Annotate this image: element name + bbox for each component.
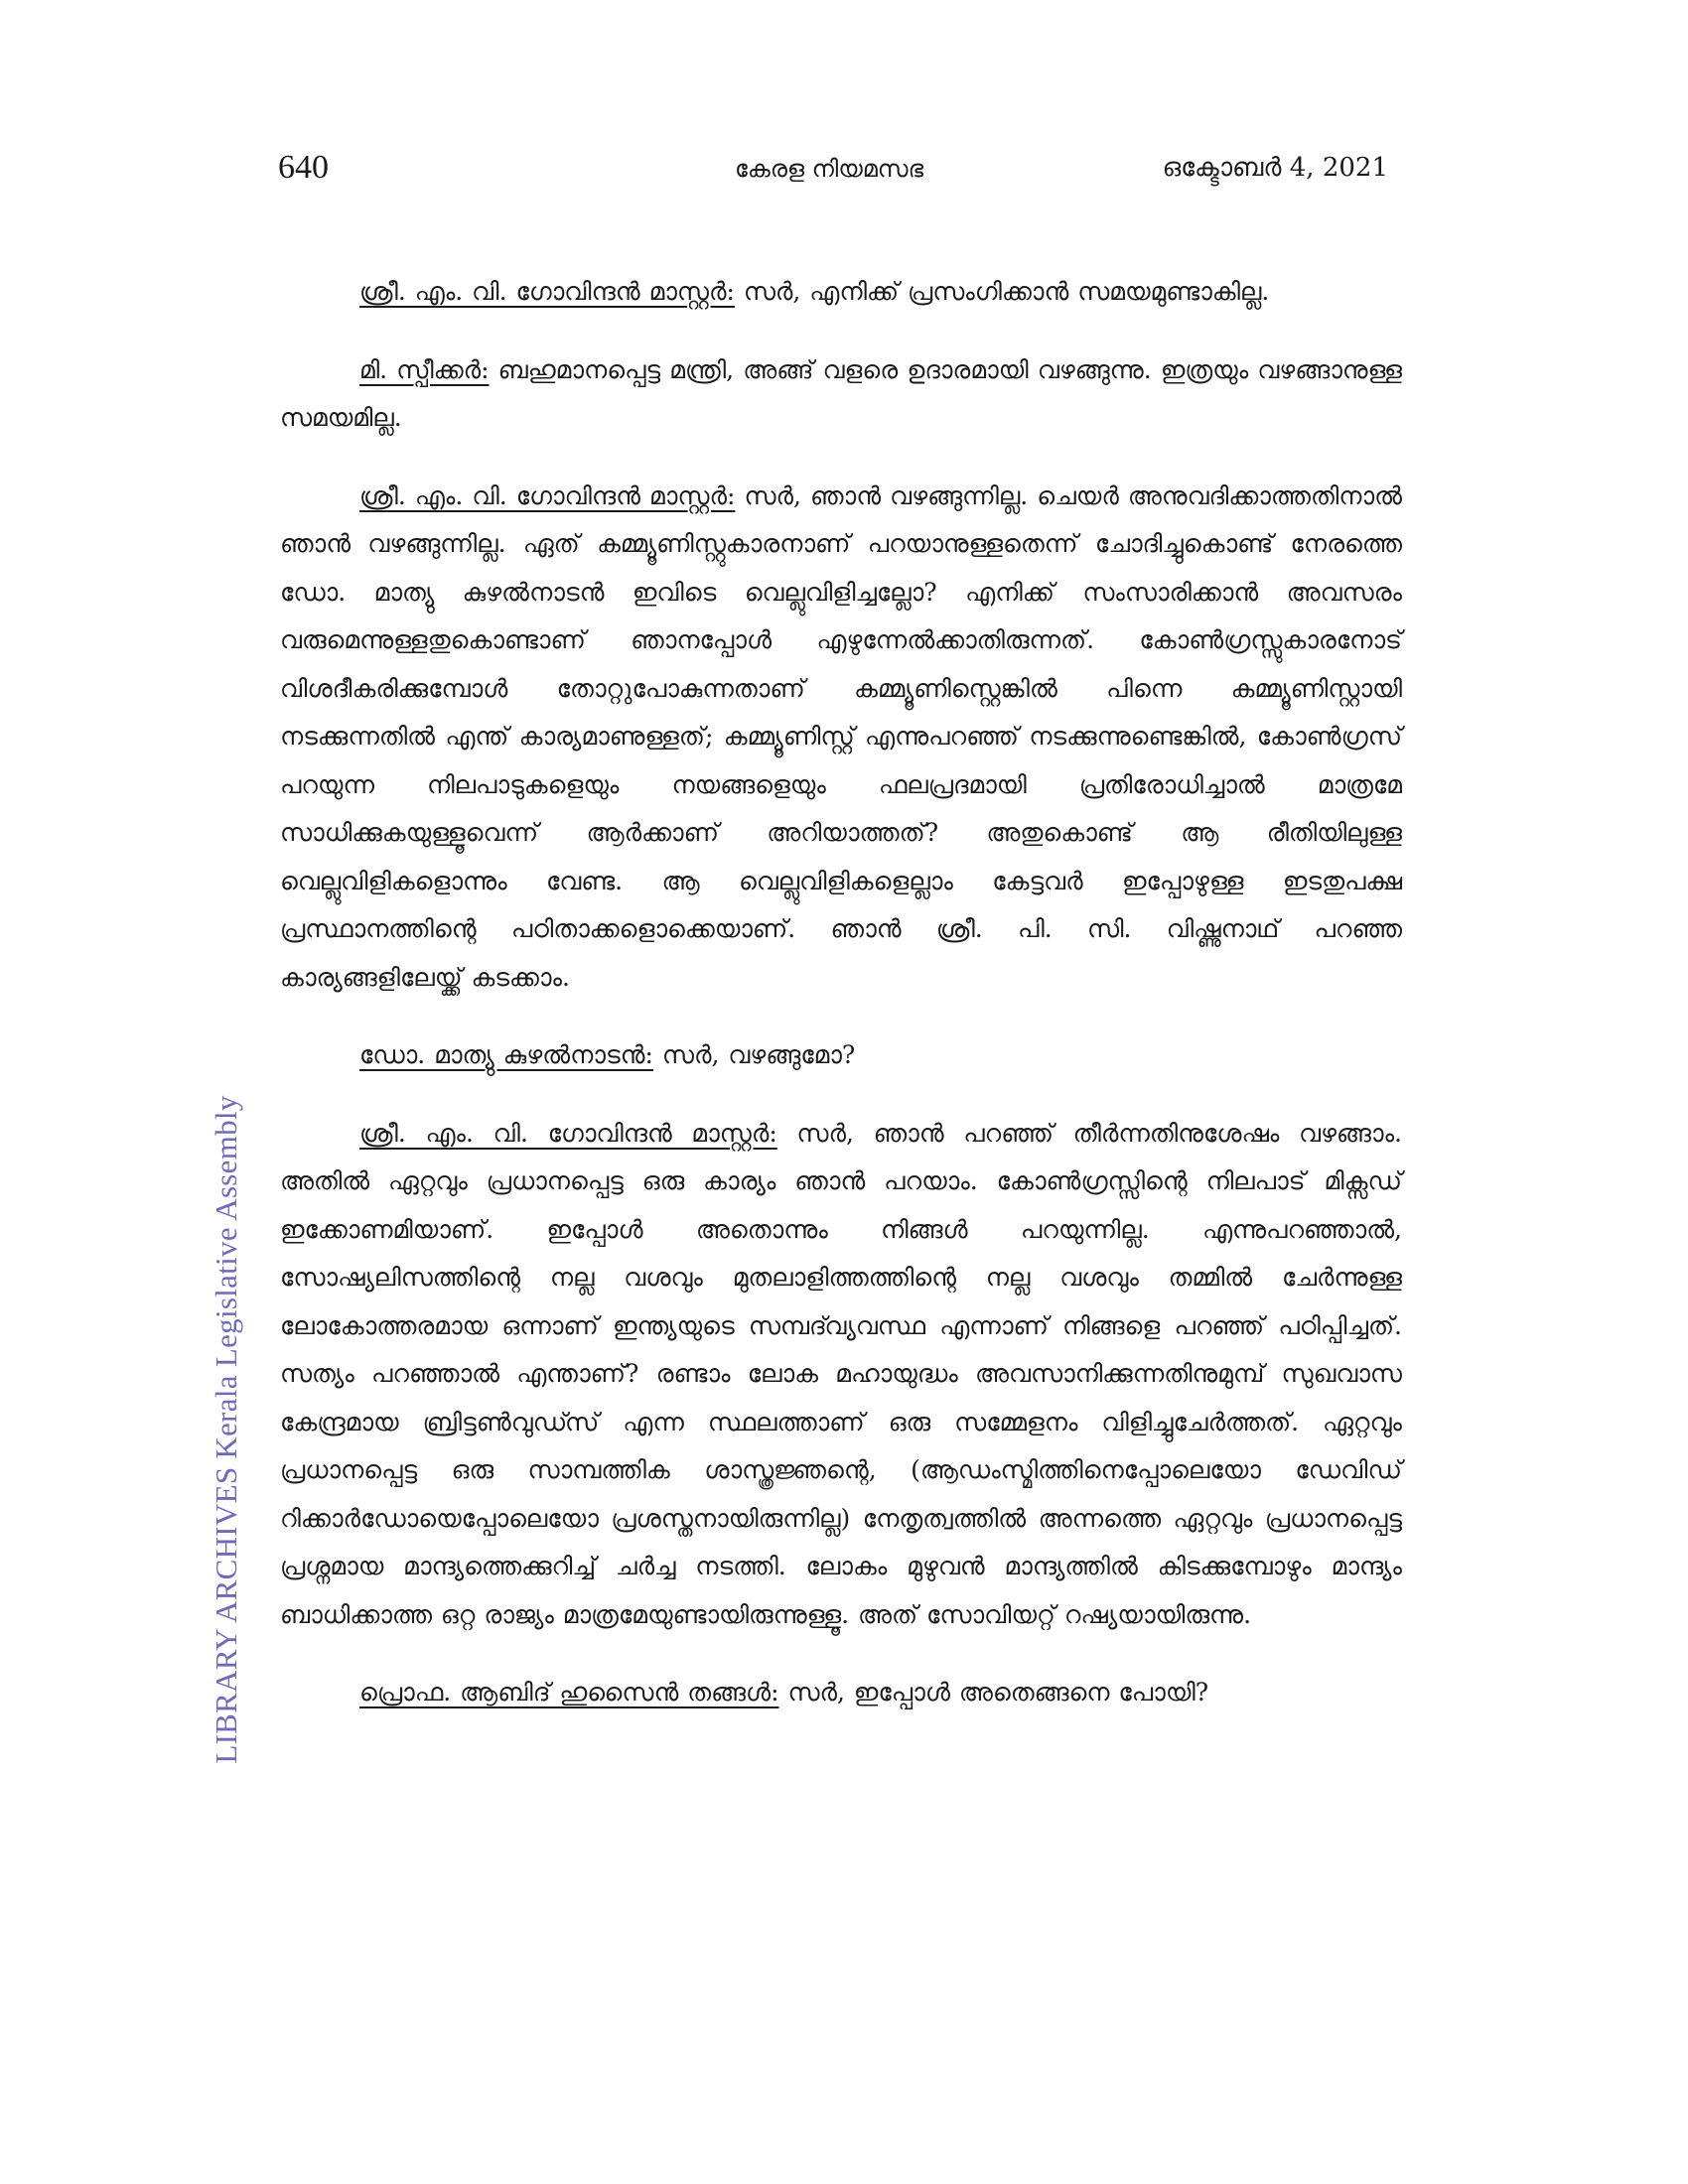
speech-paragraph [280,1031,1402,1080]
speech-paragraph [280,268,1402,317]
speaker-name: ശ്രീ. എം. വി. ഗോവിന്ദൻ മാസ്റ്റർ: [359,480,736,510]
speaker-name: പ്രൊഫ. ആബിദ് ഹുസൈൻ തങ്ങൾ: [359,1678,779,1706]
speech-paragraph [280,473,1402,1003]
speech-text: സർ, ഞാൻ വഴങ്ങുന്നില്ല. ചെയർ അനുവദിക്കാത്തതിനാൽ ഞാൻ വഴങ്ങുന്നില്ല. ഏത് കമ്മ്യൂണിസ്റ്റുകാരനാണ് പറയാനുള്ളതെന്ന് ചോദിച്ചുകൊണ്ട് നേരത്തെ ഡോ. മാത്യു കുഴൽനാടൻ ഇവിടെ വെല്ലുവിളിച്ചല്ലോ? എനിക്ക് സംസാരിക്കാൻ അവസരം വരുമെന്നുള്ളതുകൊണ്ടാണ് ഞാനപ്പോൾ എഴുന്നേൽക്കാതിരുന്നത്. കോൺഗ്രസ്സുകാരനോട് വിശദീകരിക്കുമ്പോൾ തോറ്റുപോകുന്നതാണ് കമ്മ്യൂണിസ്റ്റെങ്കിൽ പിന്നെ കമ്മ്യൂണിസ്റ്റായി നടക്കുന്നതിൽ എന്ത് കാര്യമാണുള്ളത്; കമ്മ്യൂണിസ്റ്റ് എന്നുപറഞ്ഞ് നടക്കുന്നുണ്ടെങ്കിൽ, കോൺഗ്രസ് പറയുന്ന നിലപാടുകളെയും നയങ്ങളെയും ഫലപ്രദമായി പ്രതിരോധിച്ചാൽ മാത്രമേ സാധിക്കുകയുള്ളൂവെന്ന് ആർക്കാണ് അറിയാത്തത്? അതുകൊണ്ട് ആ രീതിയിലുള്ള വെല്ലുവിളികളൊന്നും വേണ്ട. ആ വെല്ലുവിളികളെല്ലാം കേട്ടവർ ഇപ്പോഴുള്ള ഇടതുപക്ഷ പ്രസ്ഥാനത്തിന്റെ പഠിതാക്കളൊക്കെയാണ്. ഞാൻ ശ്രീ. പി. സി. വിഷ്ണുനാഥ് പറഞ്ഞ കാര്യങ്ങളിലേയ്ക്ക് കടക്കാം. [280,480,1402,992]
proceedings-body [280,268,1402,1747]
speech-text: സർ, വഴങ്ങുമോ? [652,1040,856,1069]
speech-paragraph [280,1110,1402,1640]
speaker-name: ഡോ. മാത്യു കുഴൽനാടൻ: [359,1040,653,1069]
speech-text: ബഹുമാനപ്പെട്ട മന്ത്രി, അങ്ങ് വളരെ ഉദാരമായി വഴങ്ങുന്നു. ഇത്രയും വഴങ്ങാനുള്ള സമയമില്ല. [280,354,1402,432]
page-date: ഒക്ടോബർ 4, 2021 [1162,153,1388,183]
speaker-name: ശ്രീ. എം. വി. ഗോവിന്ദൻ മാസ്റ്റർ: [359,1118,777,1148]
speech-paragraph [280,346,1402,443]
page-number: 640 [278,149,329,186]
speaker-name: ശ്രീ. എം. വി. ഗോവിന്ദൻ മാസ്റ്റർ: [359,277,735,306]
running-head: കേരള നിയമസഭ [735,155,924,183]
archive-watermark: LIBRARY ARCHIVES Kerala Legislative Assembly [209,1095,243,1764]
speaker-name: മി. സ്പീക്കർ: [359,354,490,384]
speech-text: സർ, ഇപ്പോൾ അതെങ്ങനെ പോയി? [778,1678,1209,1706]
speech-text: സർ, ഞാൻ പറഞ്ഞ് തീർന്നതിനുശേഷം വഴങ്ങാം. അതിൽ ഏറ്റവും പ്രധാനപ്പെട്ട ഒരു കാര്യം ഞാൻ പറയാം. കോൺഗ്രസ്സിന്റെ നിലപാട് മിക്സഡ് ഇക്കോണമിയാണ്. ഇപ്പോൾ അതൊന്നും നിങ്ങൾ പറയുന്നില്ല. എന്നുപറഞ്ഞാൽ, സോഷ്യലിസത്തിന്റെ നല്ല വശവും മുതലാളിത്തത്തിന്റെ നല്ല വശവും തമ്മിൽ ചേർന്നുള്ള ലോകോത്തരമായ ഒന്നാണ് ഇന്ത്യയുടെ സമ്പദ്‍വ്യവസ്ഥ എന്നാണ് നിങ്ങളെ പറഞ്ഞ് പഠിപ്പിച്ചത്. സത്യം പറഞ്ഞാൽ എന്താണ്? രണ്ടാം ലോക മഹായുദ്ധം അവസാനിക്കുന്നതിനുമുമ്പ് സുഖവാസ കേന്ദ്രമായ ബ്രിട്ടൺവുഡ്സ് എന്ന സ്ഥലത്താണ് ഒരു സമ്മേളനം വിളിച്ചുചേർത്തത്. ഏറ്റവും പ്രധാനപ്പെട്ട ഒരു സാമ്പത്തിക ശാസ്ത്രജ്ഞന്റെ, (ആഡംസ്മിത്തിനെപ്പോലെയോ ഡേവിഡ് റിക്കാർഡോയെപ്പോലെയോ പ്രശസ്തനായിരുന്നില്ല) നേതൃത്വത്തിൽ അന്നത്തെ ഏറ്റവും പ്രധാനപ്പെട്ട പ്രശ്നമായ മാന്ദ്യത്തെക്കുറിച്ച് ചർച്ച നടത്തി. ലോകം മുഴുവൻ മാന്ദ്യത്തിൽ കിടക്കുമ്പോഴും മാന്ദ്യം ബാധിക്കാത്ത ഒറ്റ രാജ്യം മാത്രമേയുണ്ടായിരുന്നുള്ളൂ. അത് സോവിയറ്റ് റഷ്യയായിരുന്നു. [280,1118,1402,1629]
speech-paragraph [280,1669,1402,1717]
speech-text: സർ, എനിക്ക് പ്രസംഗിക്കാൻ സമയമുണ്ടാകില്ല. [734,277,1270,306]
